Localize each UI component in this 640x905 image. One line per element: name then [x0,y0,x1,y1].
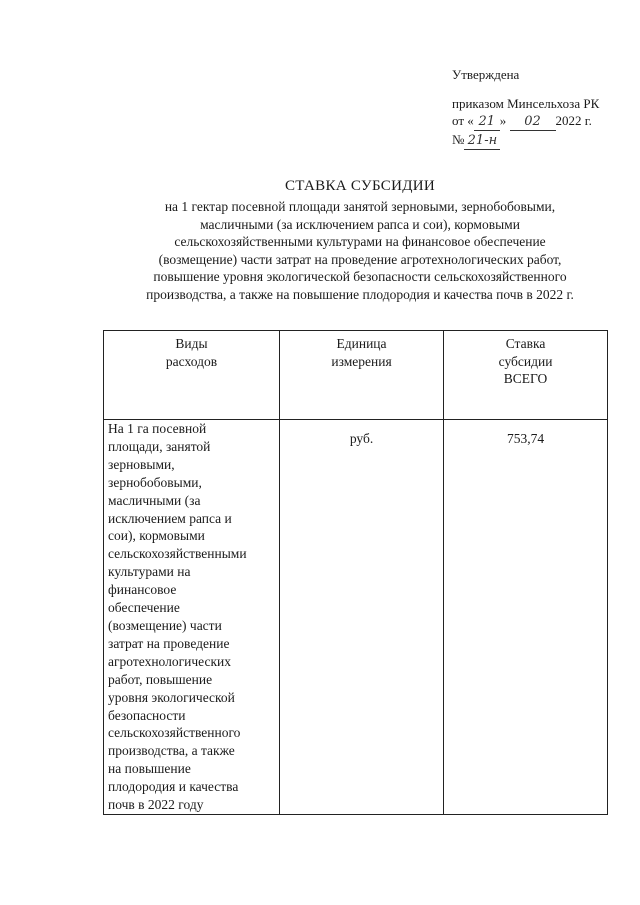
description-line: почв в 2022 году [108,797,204,813]
date-month: 02 [510,113,556,131]
description-line: затрат на проведение [108,635,230,651]
number-value: 21-н [464,132,500,150]
table-header-row [104,331,608,420]
description-line: На 1 га посевной [108,421,207,436]
number-prefix: № [452,132,465,147]
description-line: работ, повышение [108,671,213,687]
header-text: Виды [175,336,208,351]
subtitle-line: повышение уровня экологической безопасности сельскохозяйственного [153,269,567,284]
description-line: плодородия и качества [108,779,239,795]
approval-date [452,112,632,131]
rate-cell: 753,74 [444,420,608,815]
subtitle-line: на 1 гектар посевной площади занятой зерновыми, зернобобовыми, [164,199,556,214]
description-line: (возмещение) части [108,617,222,633]
header-text: Ставка [505,336,546,351]
subsidy-rate-table [103,330,608,815]
header-text: измерения [331,353,392,369]
date-day: 21 [474,113,500,131]
unit-cell: руб. [280,420,444,815]
header-text: субсидии [498,353,553,369]
description-line: исключением рапса и [108,510,232,526]
description-line: сои), кормовыми [108,528,205,544]
subtitle-line: производства, а также на повышение плодородия и качества почв в 2022 г. [146,286,574,302]
header-text: расходов [165,353,218,369]
description-line: площади, занятой [108,438,211,454]
approval-block [452,66,632,150]
date-year: 2022 г. [555,113,592,128]
header-rate [444,331,608,420]
description-line: зерновыми, [108,456,175,472]
description-line: уровня экологической [108,689,235,705]
header-text: Единица [336,336,387,351]
description-line: финансовое [108,582,177,598]
description-line: обеспечение [108,600,180,616]
approval-label: Утверждена [452,67,520,82]
date-prefix: от « [452,113,474,128]
expense-description-cell [104,420,280,815]
table-row [104,420,608,815]
document-subtitle [100,198,620,303]
approval-number [452,131,632,150]
description-line: сельскохозяйственными [108,546,247,562]
subtitle-line: масличными (за исключением рапса и сои), кормовыми [200,216,520,232]
description-line: агротехнологических [108,653,232,669]
description-line: культурами на [108,564,191,580]
subtitle-line: (возмещение) части затрат на проведение агротехнологических работ, [158,251,562,267]
description-line: на повышение [108,761,191,777]
description-line: безопасности [108,707,186,723]
description-line: зернобобовыми, [108,474,202,490]
header-text: ВСЕГО [503,371,548,386]
header-expense-type [104,331,280,420]
header-unit [280,331,444,420]
description-line: производства, а также [108,743,235,759]
document-title: СТАВКА СУБСИДИИ [284,178,436,194]
description-line: сельскохозяйственного [108,725,241,741]
date-mid: » [499,113,507,128]
subtitle-line: сельскохозяйственными культурами на финансовое обеспечение [174,234,546,249]
description-line: масличными (за [108,492,201,508]
approval-order: приказом Минсельхоза РК [452,96,600,111]
